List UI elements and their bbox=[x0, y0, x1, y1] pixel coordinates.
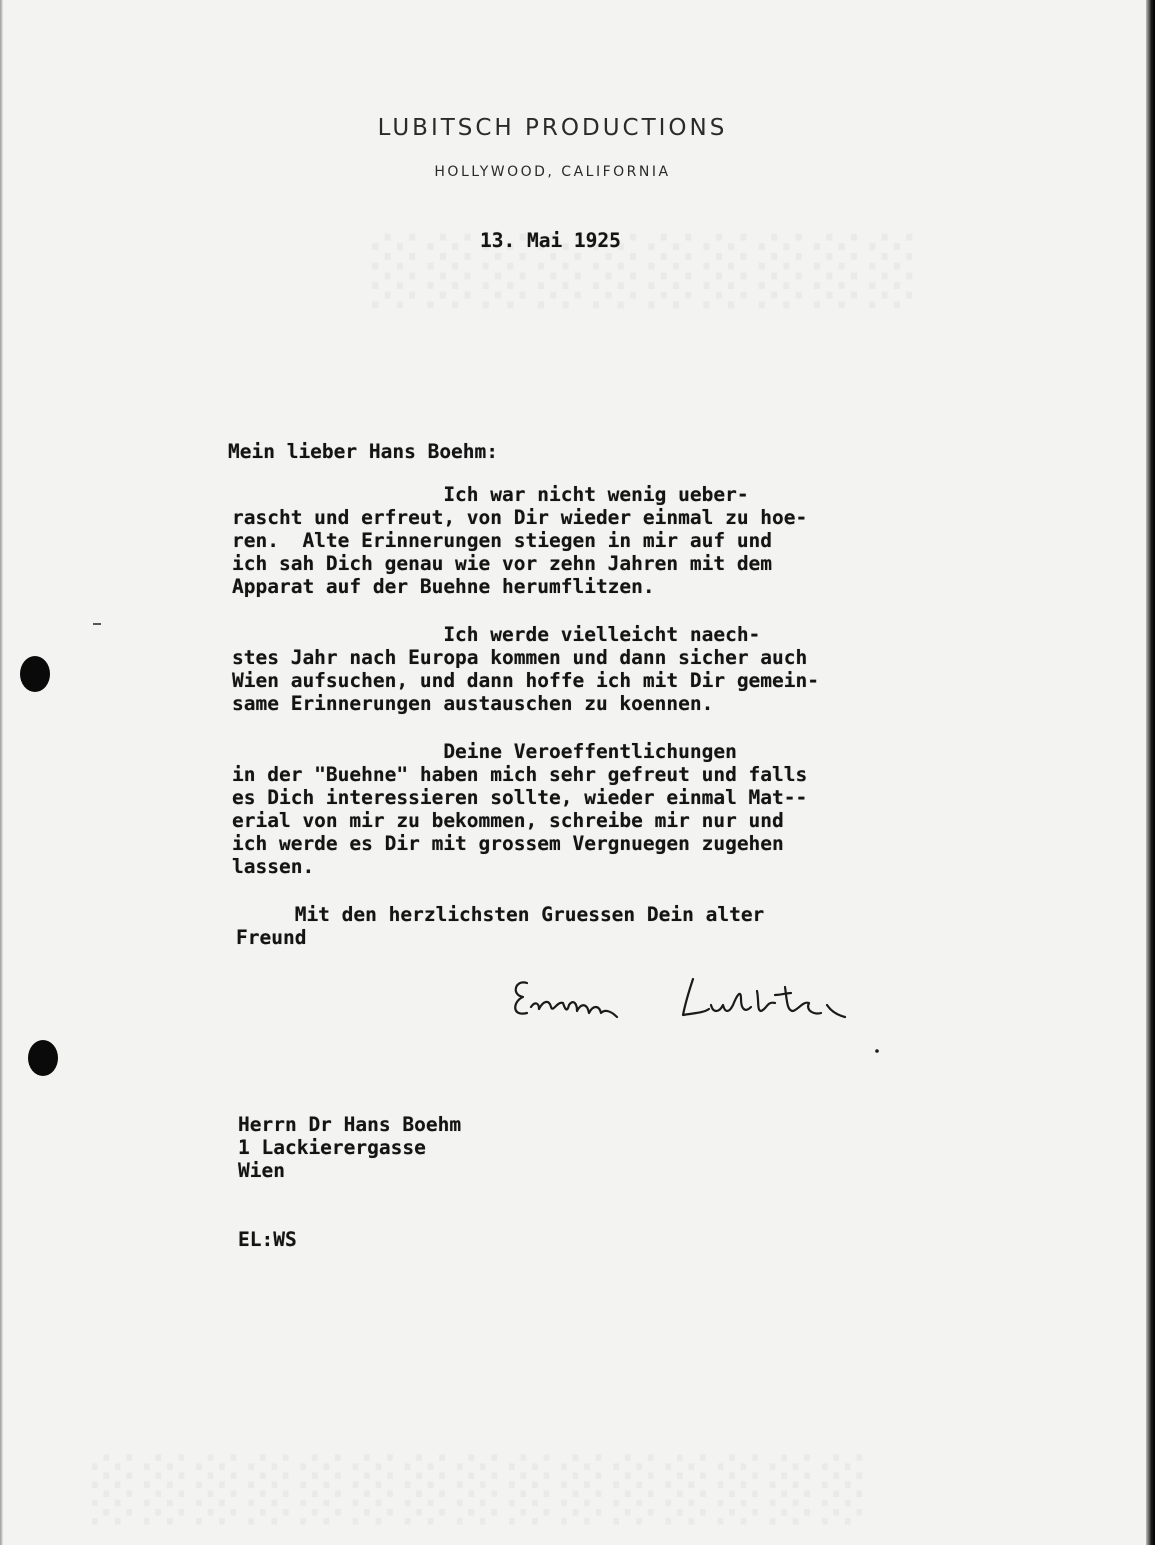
punch-hole bbox=[20, 656, 50, 692]
paragraph-line: ich werde es Dir mit grossem Vergnuegen zugehen bbox=[232, 832, 784, 855]
recipient-address bbox=[238, 1113, 461, 1182]
reference-initials: EL:WS bbox=[238, 1228, 297, 1251]
punch-hole bbox=[28, 1040, 58, 1076]
paragraph-line: in der "Buehne" haben mich sehr gefreut und falls bbox=[232, 763, 808, 786]
paragraph-2 bbox=[232, 623, 819, 715]
paragraph-line: Wien aufsuchen, und dann hoffe ich mit Dir gemein- bbox=[232, 669, 819, 692]
salutation: Mein lieber Hans Boehm: bbox=[228, 440, 499, 463]
paragraph-line: ren. Alte Erinnerungen stiegen in mir auf und bbox=[232, 529, 773, 552]
page-right-edge bbox=[1146, 0, 1155, 1545]
handwritten-signature bbox=[505, 965, 885, 1065]
closing bbox=[236, 903, 764, 949]
paragraph-line: ich sah Dich genau wie vor zehn Jahren mit dem bbox=[232, 552, 773, 575]
letter-date: 13. Mai 1925 bbox=[480, 229, 621, 252]
paragraph-line: Ich war nicht wenig ueber- bbox=[232, 483, 749, 506]
paragraph-line: same Erinnerungen austauschen zu koennen. bbox=[232, 692, 714, 715]
address-line: Wien bbox=[238, 1159, 285, 1182]
margin-mark bbox=[93, 623, 101, 625]
paragraph-line: lassen. bbox=[232, 855, 315, 878]
paragraph-line: erial von mir zu bekommen, schreibe mir nur und bbox=[232, 809, 784, 832]
page-left-edge bbox=[0, 0, 3, 1545]
paragraph-line: es Dich interessieren sollte, wieder einmal Mat-- bbox=[232, 786, 808, 809]
closing-line: Freund bbox=[236, 926, 307, 949]
paragraph-line: Apparat auf der Buehne herumflitzen. bbox=[232, 575, 655, 598]
address-line: Herrn Dr Hans Boehm bbox=[238, 1113, 462, 1136]
letterhead-company: LUBITSCH PRODUCTIONS bbox=[377, 115, 728, 141]
closing-line: Mit den herzlichsten Gruessen Dein alter bbox=[236, 903, 765, 926]
paragraph-line: stes Jahr nach Europa kommen und dann sicher auch bbox=[232, 646, 808, 669]
paragraph-line: Deine Veroeffentlichungen bbox=[232, 740, 737, 763]
paragraph-line: rascht und erfreut, von Dir wieder einmal zu hoe- bbox=[232, 506, 808, 529]
paragraph-line: Ich werde vielleicht naech- bbox=[232, 623, 761, 646]
address-line: 1 Lackierergasse bbox=[238, 1136, 426, 1159]
letterhead-location: HOLLYWOOD, CALIFORNIA bbox=[434, 164, 671, 180]
bleed-through-shadow-top bbox=[360, 235, 912, 309]
bleed-through-shadow-bottom bbox=[80, 1455, 862, 1525]
paragraph-3 bbox=[232, 740, 807, 878]
paragraph-1 bbox=[232, 483, 807, 598]
